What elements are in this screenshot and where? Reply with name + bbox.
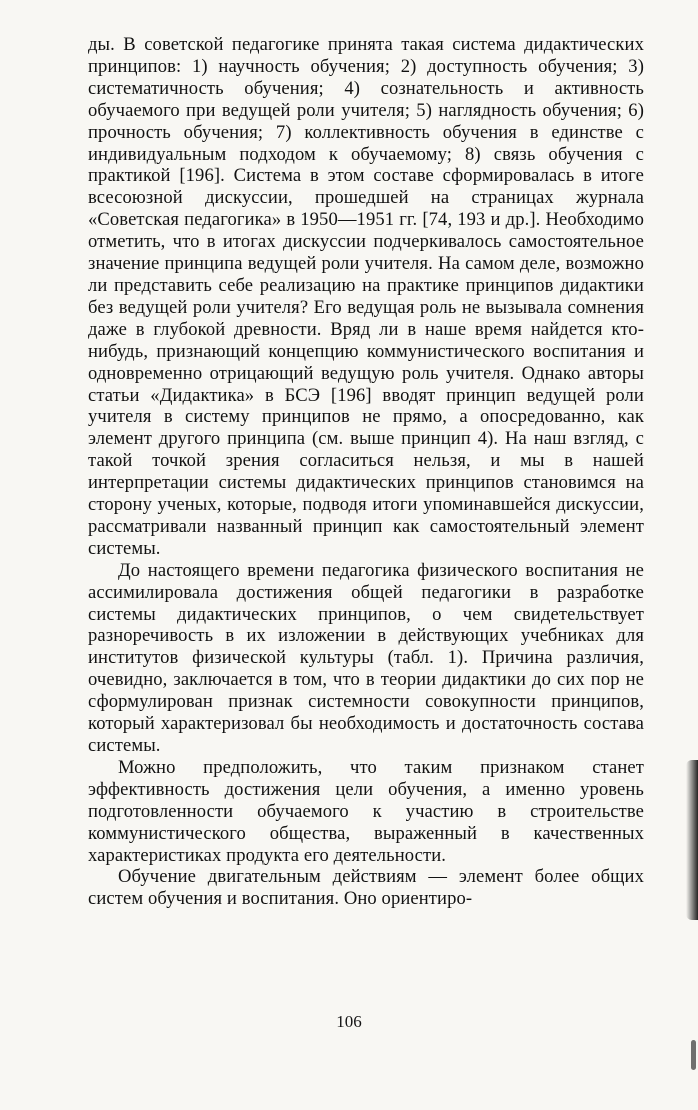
paragraph-physical-education: До настоящего времени педагогика физического воспитания не ассимилировала достижения общей педагогики в разработке системы дидактических принципов, о чем свидетельствует разноречивость в их изложении в действующих учебниках для институтов физической культуры (табл. 1). Причина различия, очевидно, заключается в том, что в теории дидактики до сих пор не сформулирован признак системности совокупности принципов, который характеризовал бы необходимость и достаточность состава системы.	[88, 559, 644, 756]
paragraph-motor-learning: Обучение двигательным действиям — элемент более общих систем обучения и воспитания. Оно ориентиро-	[88, 866, 644, 910]
paragraph-systemic-criterion: Можно предположить, что таким признаком станет эффективность достижения цели обучения, а именно уровень подготовленности обучаемого к участию в строительстве коммунистического общества, выраженный в качественных характеристиках продукта его деятельности.	[88, 756, 644, 866]
paragraph-didactic-principles: ды. В советской педагогике принята такая система дидактических принципов: 1) научность обучения; 2) доступность обучения; 3) систематичность обучения; 4) сознательность и активность обучаемого при ведущей роли учителя; 5) наглядность обучения; 6) прочность обучения; 7) коллективность обучения в единстве с индивидуальным подходом к обучаемому; 8) связь обучения с практикой [196]. Система в этом составе сформировалась в итоге всесоюзной дискуссии, прошедшей на страницах журнала «Советская педагогика» в 1950—1951 гг. [74, 193 и др.]. Необходимо отметить, что в итогах дискуссии подчеркивалось самостоятельное значение принципа ведущей роли учителя. На самом деле, возможно ли представить себе реализацию на практике принципов дидактики без ведущей роли учителя? Его ведущая роль не вызывала сомнения даже в глубокой древности. Вряд ли в наше время найдется кто-нибудь, признающий концепцию коммунистического воспитания и одновременно отрицающий ведущую роль учителя. Однако авторы статьи «Дидактика» в БСЭ [196] вводят принцип ведущей роли учителя в систему принципов не прямо, а опосредованно, как элемент другого принципа (см. выше принцип 4). На наш взгляд, с такой точкой зрения согласиться нельзя, и мы в нашей интерпретации системы дидактических принципов становимся на сторону ученых, которые, подводя итоги упоминавшейся дискуссии, рассматривали названный принцип как самостоятельный элемент системы.	[88, 34, 644, 559]
scan-edge-shadow	[686, 760, 698, 920]
scan-edge-mark	[691, 1040, 696, 1070]
page-number: 106	[336, 1012, 362, 1031]
body-text	[88, 34, 644, 910]
